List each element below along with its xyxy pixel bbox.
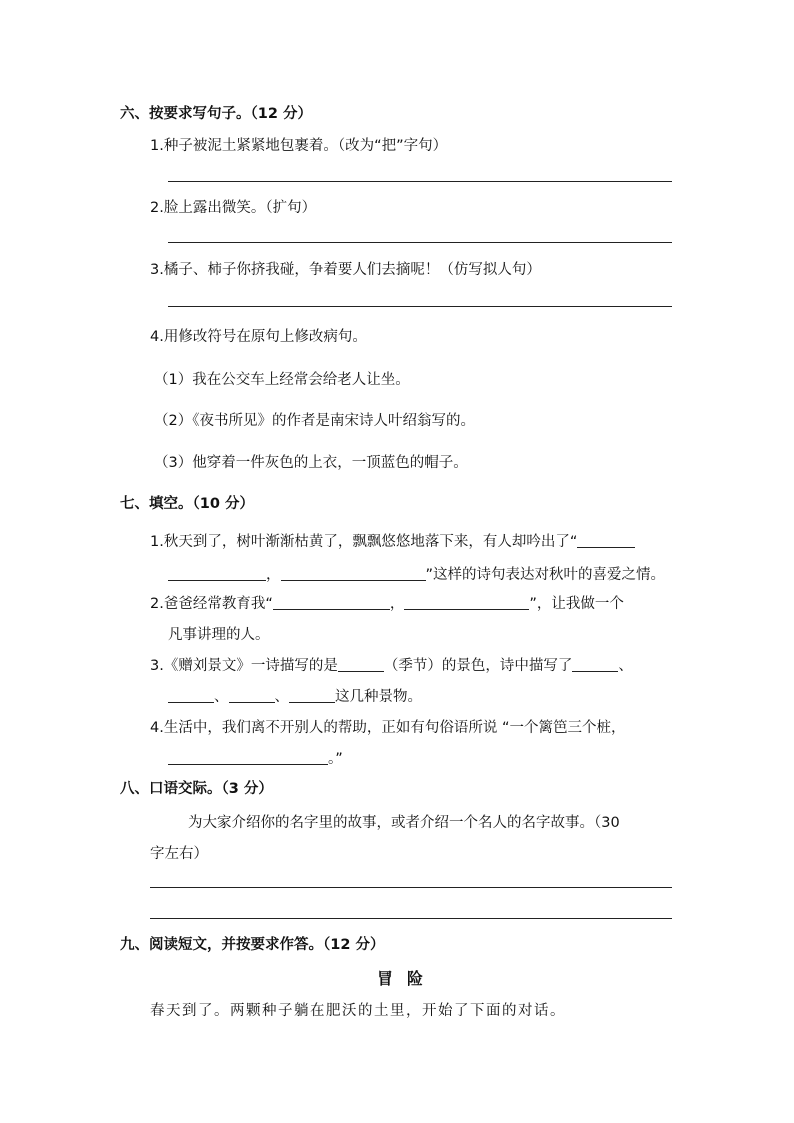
sentence-6-4-2: （2）《夜书所见》的作者是南宋诗人叶绍翁写的。 [154, 413, 475, 429]
section-8-prompt-cont: 字左右） [150, 846, 208, 862]
answer-line-8-1[interactable] [150, 887, 672, 888]
question-6-4: 4.用修改符号在原句上修改病句。 [150, 329, 367, 345]
blank-7-3-c[interactable] [229, 688, 275, 703]
answer-line-6-3[interactable] [168, 306, 672, 307]
section-9-title: 九、阅读短文，并按要求作答。（12 分） [120, 937, 385, 953]
section-8-prompt: 为大家介绍你的名字里的故事，或者介绍一个名人的名字故事。（30 [188, 815, 620, 831]
sentence-6-4-1: （1）我在公交车上经常会给老人让坐。 [154, 372, 410, 388]
blank-7-3-b[interactable] [168, 688, 214, 703]
question-7-1-text: 1.秋天到了，树叶渐渐枯黄了，飘飘悠悠地落下来，有人却吟出了“ [150, 534, 578, 550]
question-7-1-cont: ， ”这样的诗句表达对秋叶的喜爱之情。 [168, 563, 665, 584]
section-7-title: 七、填空。（10 分） [120, 496, 254, 512]
sentence-6-4-3: （3）他穿着一件灰色的上衣，一顶蓝色的帽子。 [154, 455, 468, 471]
section-6-title: 六、按要求写句子。（12 分） [120, 106, 312, 122]
answer-line-8-2[interactable] [150, 918, 672, 919]
section-8-title: 八、口语交际。（3 分） [120, 781, 273, 797]
blank-7-1-b[interactable] [168, 566, 266, 581]
story-paragraph: 春天到了。两颗种子躺在肥沃的土里，开始了下面的对话。 [150, 1003, 566, 1019]
question-7-3: 3.《赠刘景文》一诗描写的是 （季节）的景色，诗中描写了 、 [150, 658, 633, 674]
question-7-3-cont: 、 、 这几种景物。 [168, 685, 422, 706]
question-7-4: 4.生活中，我们离不开别人的帮助，正如有句俗语所说 “一个篱笆三个桩， [150, 720, 626, 736]
blank-7-2-b[interactable] [404, 595, 529, 610]
blank-7-3-season[interactable] [338, 657, 384, 672]
question-7-2: 2.爸爸经常教育我“ ， ”，让我做一个 [150, 596, 624, 612]
answer-line-6-1[interactable] [168, 181, 672, 182]
blank-7-3-d[interactable] [289, 688, 335, 703]
question-7-1 [150, 530, 635, 551]
answer-line-6-2[interactable] [168, 242, 672, 243]
story-title: 冒险 [377, 969, 438, 988]
blank-7-4[interactable] [168, 750, 328, 765]
question-6-3: 3.橘子、柿子你挤我碰，争着要人们去摘呢！（仿写拟人句） [150, 262, 541, 278]
blank-7-3-a[interactable] [572, 657, 618, 672]
blank-7-1-a[interactable] [577, 533, 635, 548]
question-7-2-cont: 凡事讲理的人。 [168, 627, 270, 643]
question-7-4-cont: 。” [168, 747, 343, 768]
question-6-1: 1.种子被泥土紧紧地包裹着。（改为“把”字句） [150, 138, 448, 154]
blank-7-2-a[interactable] [273, 595, 390, 610]
question-7-1-end: ”这样的诗句表达对秋叶的喜爱之情。 [425, 567, 666, 583]
blank-7-1-c[interactable] [281, 566, 426, 581]
question-6-2: 2.脸上露出微笑。（扩句） [150, 200, 317, 216]
